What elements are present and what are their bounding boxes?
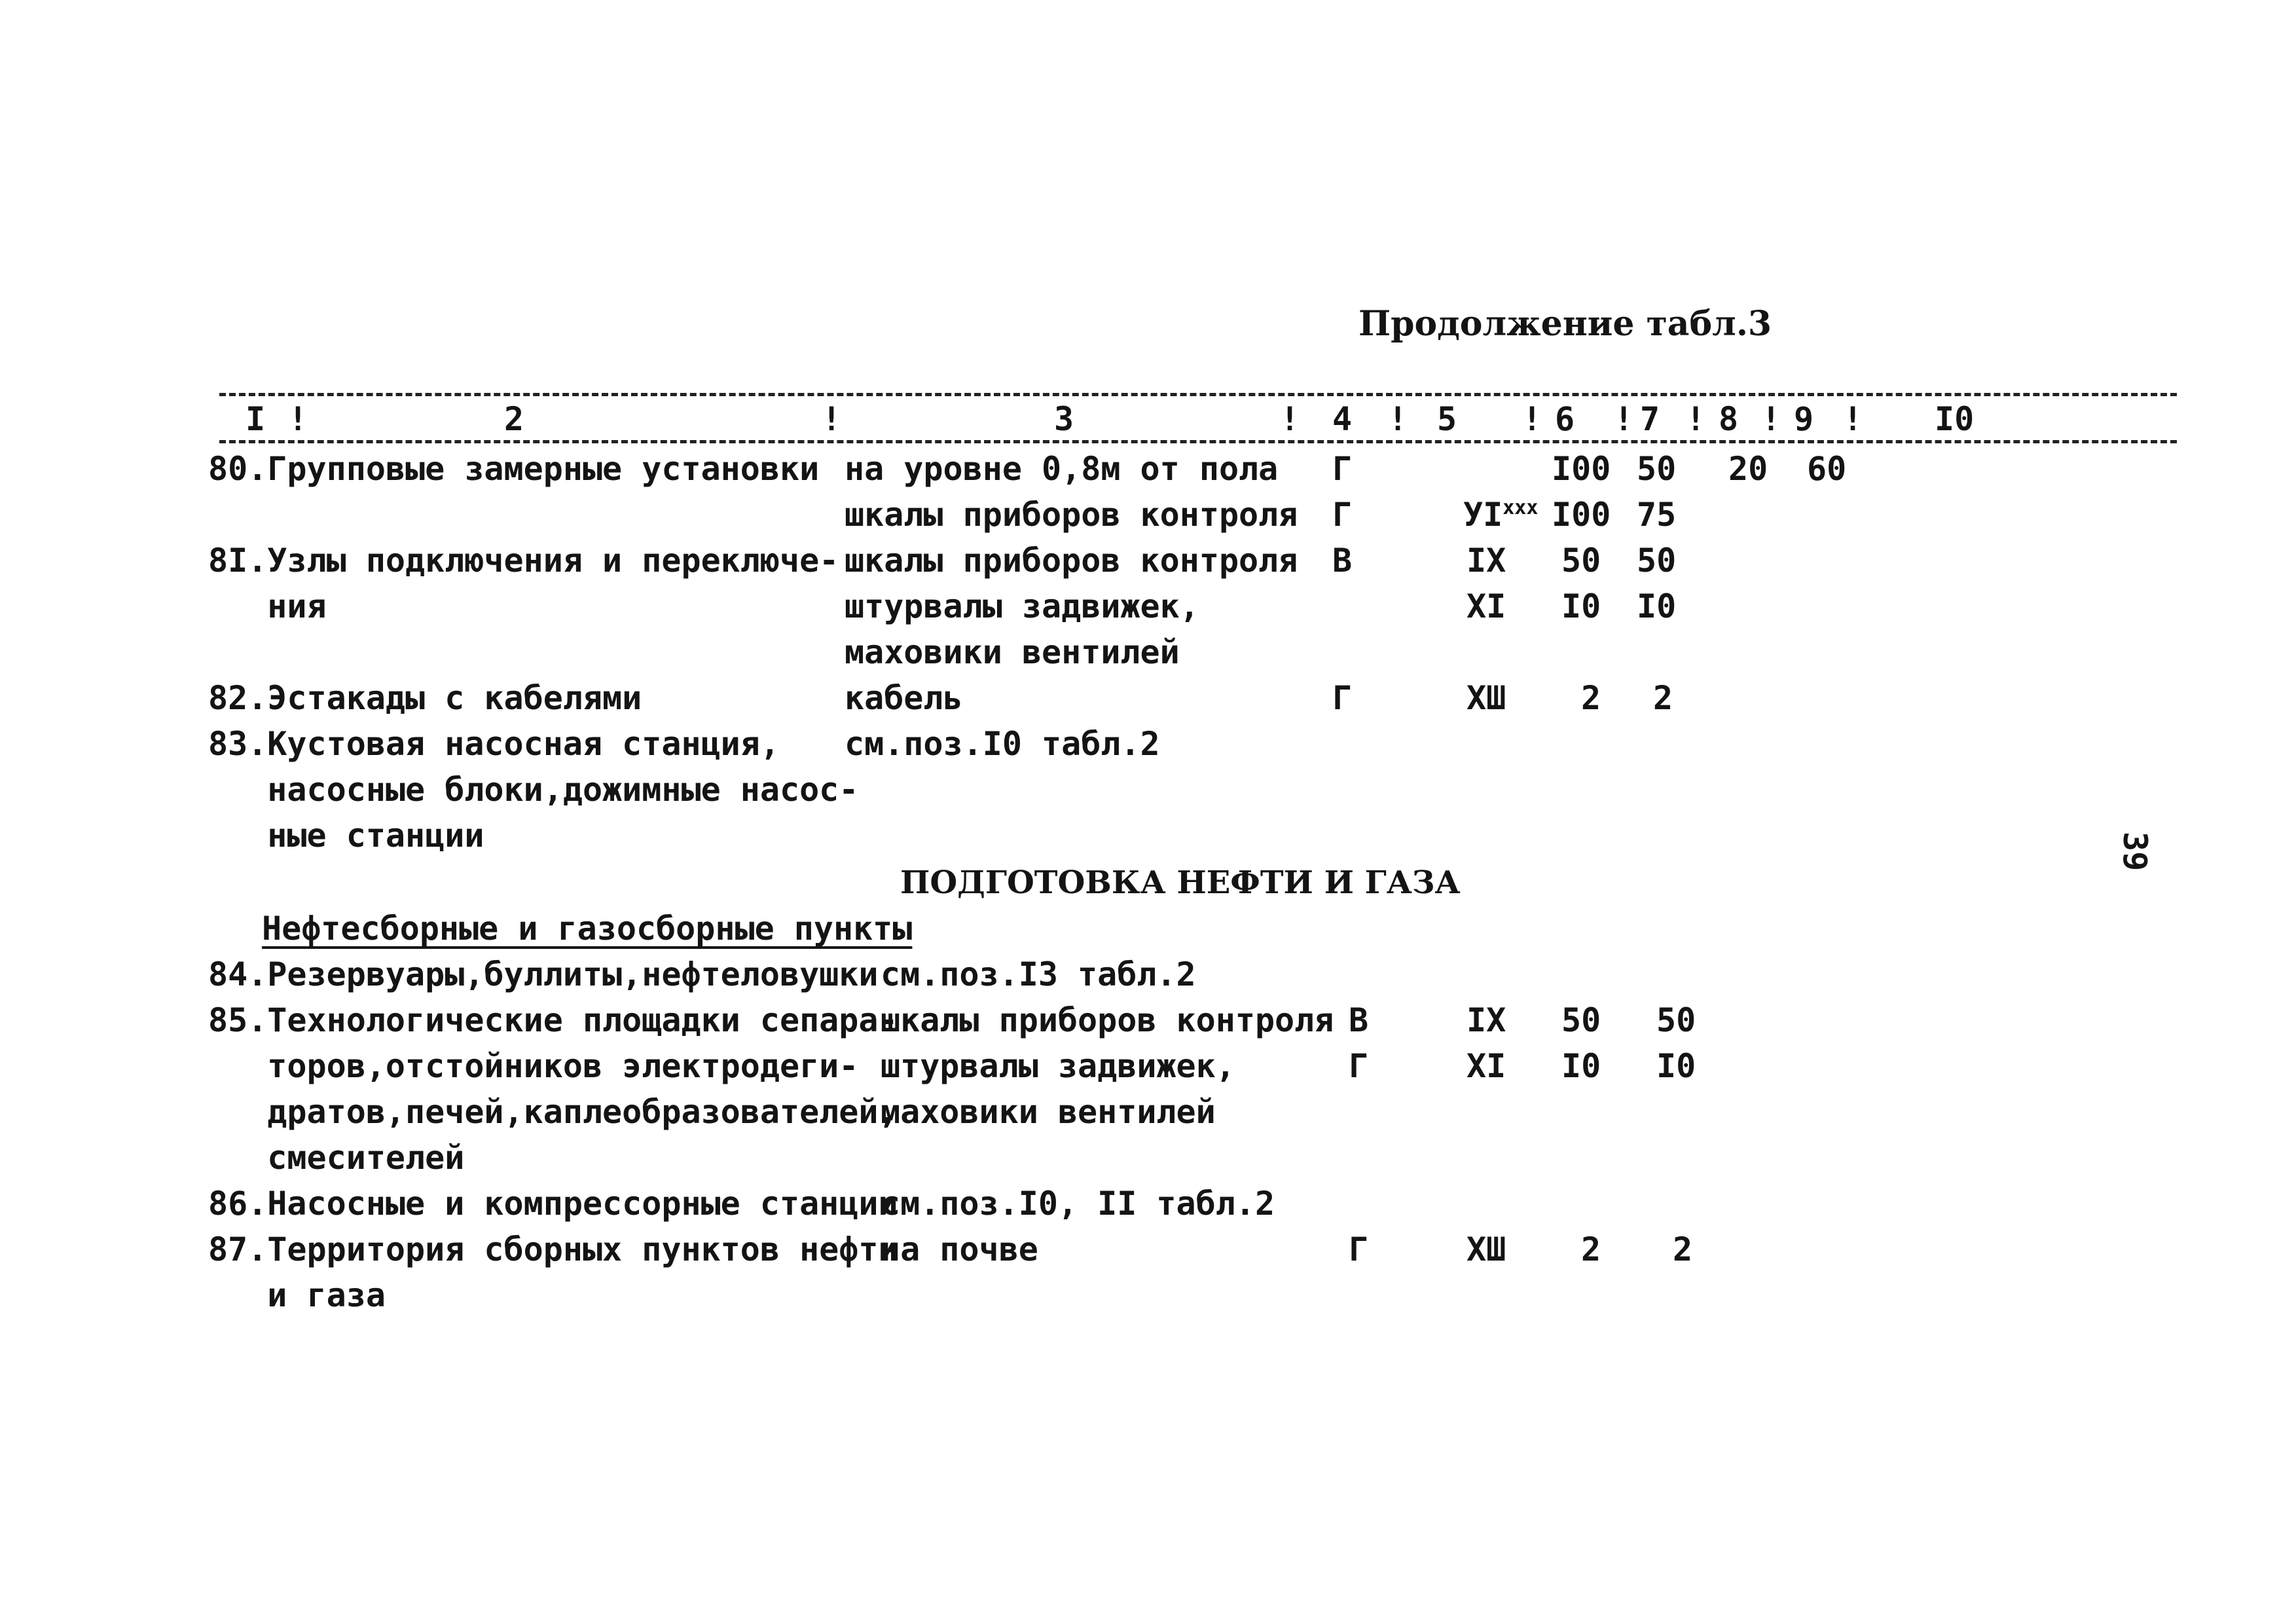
table-caption: Продолжение табл.3 — [1358, 304, 1772, 344]
cell-c7: 50 — [1637, 542, 1677, 580]
cell-c6: 2 — [1581, 679, 1601, 717]
cell-name: 86.Насосные и компрессорные станции — [208, 1185, 898, 1223]
header-sep: ! — [1280, 400, 1300, 438]
header-col-9: 9 — [1794, 400, 1814, 438]
cell-name: смесителей — [208, 1139, 465, 1177]
cell-location: штурвалы задвижек, — [881, 1047, 1235, 1085]
cell-c7: I0 — [1656, 1047, 1696, 1085]
cell-location: см.поз.I0, II табл.2 — [881, 1185, 1275, 1223]
cell-c7: 50 — [1637, 450, 1677, 488]
cell-c7: 2 — [1653, 679, 1673, 717]
cell-c5 — [1463, 495, 1538, 540]
cell-location: на почве — [881, 1230, 1038, 1268]
cell-c4: Г — [1332, 679, 1353, 717]
cell-c6: 50 — [1561, 1001, 1601, 1039]
cell-c4: Г — [1332, 496, 1353, 534]
header-col-8: 8 — [1719, 400, 1739, 438]
cell-location: см.поз.I0 табл.2 — [845, 725, 1160, 763]
cell-c6: I00 — [1552, 496, 1611, 534]
cell-location: шкалы приборов контроля — [845, 542, 1298, 580]
cell-c5: XI — [1467, 1047, 1506, 1085]
section-title: ПОДГОТОВКА НЕФТИ И ГАЗА — [900, 864, 1461, 901]
cell-name: торов,отстойников электродеги- — [208, 1047, 859, 1085]
cell-name: насосные блоки,дожимные насос- — [208, 771, 859, 809]
cell-name: дратов,печей,каплеобразователей, — [208, 1093, 898, 1131]
cell-location: на уровне 0,8м от пола — [845, 450, 1279, 488]
header-sep: ! — [1686, 400, 1706, 438]
cell-c6: I00 — [1552, 450, 1611, 488]
header-bottom-rule — [219, 440, 2177, 443]
header-sep: ! — [1388, 400, 1408, 438]
cell-c4: Г — [1332, 450, 1353, 488]
cell-name: 83.Кустовая насосная станция, — [208, 725, 780, 763]
header-sep: ! — [1761, 400, 1781, 438]
cell-location: шкалы приборов контроля — [881, 1001, 1334, 1039]
cell-c6: 50 — [1561, 542, 1601, 580]
cell-c5: XШ — [1467, 1230, 1506, 1268]
header-col-7: 7 — [1640, 400, 1660, 438]
cell-name: 85.Технологические площадки сепара- — [208, 1001, 898, 1039]
header-top-rule — [219, 393, 2177, 396]
cell-c5: IX — [1467, 1001, 1506, 1039]
header-sep: ! — [1614, 400, 1634, 438]
cell-c5-text: УI — [1463, 496, 1503, 534]
cell-c8: 20 — [1728, 450, 1768, 488]
cell-name: 82.Эстакады с кабелями — [208, 679, 642, 717]
cell-name: 8I.Узлы подключения и переключе- — [208, 542, 839, 580]
cell-location: штурвалы задвижек, — [845, 587, 1199, 625]
header-col-1: I — [246, 400, 266, 438]
header-col-3: 3 — [1054, 400, 1074, 438]
cell-name: 84.Резервуары,буллиты,нефтеловушки — [208, 955, 879, 993]
cell-location: шкалы приборов контроля — [845, 496, 1298, 534]
header-sep: ! — [1843, 400, 1863, 438]
header-sep: ! — [1522, 400, 1542, 438]
cell-c4: Г — [1349, 1230, 1369, 1268]
cell-c4: Г — [1349, 1047, 1369, 1085]
cell-location: кабель — [845, 679, 963, 717]
header-col-6: 6 — [1555, 400, 1575, 438]
header-sep: ! — [288, 400, 308, 438]
cell-c7: 75 — [1637, 496, 1677, 534]
cell-c5-superscript: ххх — [1503, 496, 1539, 519]
cell-c7: I0 — [1637, 587, 1677, 625]
header-col-10: I0 — [1935, 400, 1975, 438]
cell-location: см.поз.I3 табл.2 — [881, 955, 1196, 993]
cell-c5: IX — [1467, 542, 1506, 580]
header-sep: ! — [822, 400, 842, 438]
cell-c4: В — [1349, 1001, 1369, 1039]
cell-c5: XШ — [1467, 679, 1506, 717]
cell-name: ния — [208, 587, 327, 625]
cell-c6: I0 — [1561, 1047, 1601, 1085]
subsection-title: Нефтесборные и газосборные пункты — [262, 910, 913, 948]
cell-c6: 2 — [1581, 1230, 1601, 1268]
header-col-5: 5 — [1437, 400, 1457, 438]
cell-c9: 60 — [1807, 450, 1847, 488]
cell-location: маховики вентилей — [845, 633, 1180, 671]
cell-name: ные станции — [208, 817, 484, 855]
cell-location: маховики вентилей — [881, 1093, 1216, 1131]
cell-name: 87.Территория сборных пунктов нефти — [208, 1230, 898, 1268]
cell-name: 80.Групповые замерные установки — [208, 450, 820, 488]
page-number: 39 — [2116, 832, 2154, 872]
cell-c5: XI — [1467, 587, 1506, 625]
cell-name: и газа — [208, 1276, 386, 1314]
header-col-4: 4 — [1332, 400, 1353, 438]
cell-c6: I0 — [1561, 587, 1601, 625]
cell-c4: В — [1332, 542, 1353, 580]
cell-c7: 2 — [1673, 1230, 1693, 1268]
cell-c7: 50 — [1656, 1001, 1696, 1039]
header-col-2: 2 — [504, 400, 524, 438]
